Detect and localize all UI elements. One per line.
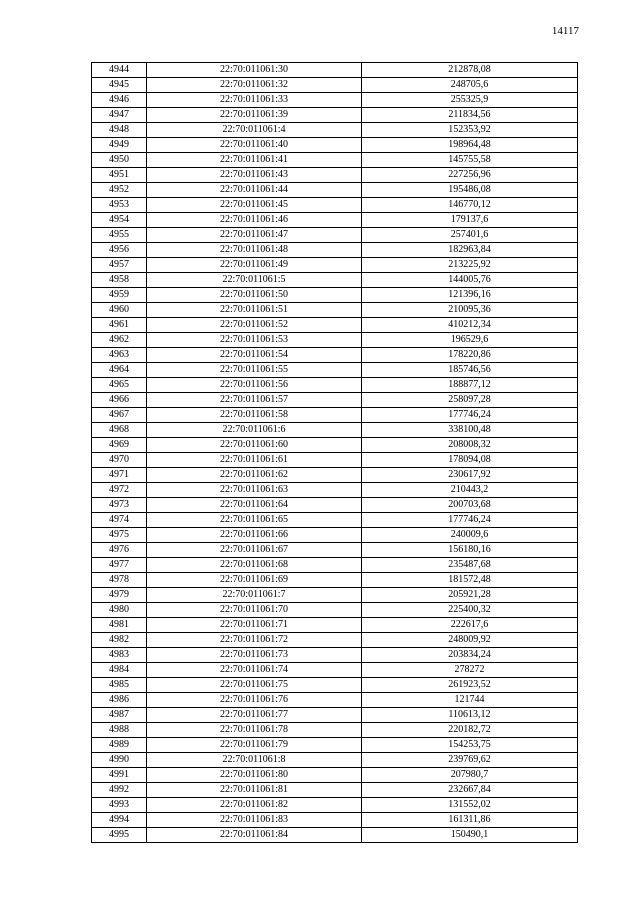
- row-number-cell: 4991: [92, 768, 147, 783]
- table-row: [92, 63, 578, 78]
- row-number-cell: 4966: [92, 393, 147, 408]
- row-number-cell: 4993: [92, 798, 147, 813]
- cadastral-value-cell: 213225,92: [362, 258, 578, 273]
- cadastral-number-cell: 22:70:011061:77: [147, 708, 362, 723]
- row-number-cell: 4955: [92, 228, 147, 243]
- row-number-cell: 4969: [92, 438, 147, 453]
- cadastral-number-cell: 22:70:011061:84: [147, 828, 362, 843]
- table-row: [92, 633, 578, 648]
- cadastral-number-cell: 22:70:011061:75: [147, 678, 362, 693]
- row-number-cell: 4967: [92, 408, 147, 423]
- cadastral-number-cell: 22:70:011061:55: [147, 363, 362, 378]
- row-number-cell: 4994: [92, 813, 147, 828]
- cadastral-value-cell: 261923,52: [362, 678, 578, 693]
- cadastral-value-cell: 196529,6: [362, 333, 578, 348]
- table-row: [92, 333, 578, 348]
- row-number-cell: 4958: [92, 273, 147, 288]
- cadastral-number-cell: 22:70:011061:64: [147, 498, 362, 513]
- cadastral-number-cell: 22:70:011061:74: [147, 663, 362, 678]
- cadastral-value-cell: 200703,68: [362, 498, 578, 513]
- table-row: [92, 168, 578, 183]
- cadastral-number-cell: 22:70:011061:30: [147, 63, 362, 78]
- cadastral-value-cell: 145755,58: [362, 153, 578, 168]
- row-number-cell: 4959: [92, 288, 147, 303]
- cadastral-number-cell: 22:70:011061:52: [147, 318, 362, 333]
- table-row: [92, 183, 578, 198]
- cadastral-number-cell: 22:70:011061:54: [147, 348, 362, 363]
- table-row: [92, 813, 578, 828]
- table-row: [92, 198, 578, 213]
- cadastral-value-cell: 185746,56: [362, 363, 578, 378]
- row-number-cell: 4945: [92, 78, 147, 93]
- cadastral-number-cell: 22:70:011061:51: [147, 303, 362, 318]
- cadastral-value-cell: 257401,6: [362, 228, 578, 243]
- cadastral-value-cell: 222617,6: [362, 618, 578, 633]
- row-number-cell: 4951: [92, 168, 147, 183]
- cadastral-value-cell: 154253,75: [362, 738, 578, 753]
- table-row: [92, 228, 578, 243]
- table-row: [92, 828, 578, 843]
- table-row: [92, 108, 578, 123]
- cadastral-value-cell: 232667,84: [362, 783, 578, 798]
- cadastral-value-cell: 207980,7: [362, 768, 578, 783]
- row-number-cell: 4976: [92, 543, 147, 558]
- cadastral-number-cell: 22:70:011061:44: [147, 183, 362, 198]
- cadastral-number-cell: 22:70:011061:33: [147, 93, 362, 108]
- table-row: [92, 438, 578, 453]
- cadastral-number-cell: 22:70:011061:8: [147, 753, 362, 768]
- cadastral-number-cell: 22:70:011061:56: [147, 378, 362, 393]
- row-number-cell: 4964: [92, 363, 147, 378]
- cadastral-number-cell: 22:70:011061:82: [147, 798, 362, 813]
- table-row: [92, 618, 578, 633]
- table-row: [92, 138, 578, 153]
- cadastral-value-cell: 278272: [362, 663, 578, 678]
- cadastral-value-cell: 225400,32: [362, 603, 578, 618]
- table-row: [92, 423, 578, 438]
- table-row: [92, 723, 578, 738]
- cadastral-number-cell: 22:70:011061:65: [147, 513, 362, 528]
- cadastral-value-cell: 156180,16: [362, 543, 578, 558]
- cadastral-number-cell: 22:70:011061:43: [147, 168, 362, 183]
- table-row: [92, 678, 578, 693]
- cadastral-number-cell: 22:70:011061:62: [147, 468, 362, 483]
- table-row: [92, 123, 578, 138]
- table-row: [92, 603, 578, 618]
- table-row: [92, 348, 578, 363]
- cadastral-value-cell: 227256,96: [362, 168, 578, 183]
- table-row: [92, 573, 578, 588]
- cadastral-value-cell: 208008,32: [362, 438, 578, 453]
- cadastral-value-cell: 178220,86: [362, 348, 578, 363]
- cadastral-number-cell: 22:70:011061:76: [147, 693, 362, 708]
- table-row: [92, 303, 578, 318]
- table-row: [92, 768, 578, 783]
- cadastral-value-cell: 205921,28: [362, 588, 578, 603]
- table-row: [92, 213, 578, 228]
- row-number-cell: 4974: [92, 513, 147, 528]
- row-number-cell: 4990: [92, 753, 147, 768]
- cadastral-value-cell: 220182,72: [362, 723, 578, 738]
- cadastral-number-cell: 22:70:011061:79: [147, 738, 362, 753]
- cadastral-value-cell: 230617,92: [362, 468, 578, 483]
- table-row: [92, 78, 578, 93]
- cadastral-value-cell: 198964,48: [362, 138, 578, 153]
- table-row: [92, 513, 578, 528]
- cadastral-value-cell: 177746,24: [362, 408, 578, 423]
- row-number-cell: 4946: [92, 93, 147, 108]
- row-number-cell: 4995: [92, 828, 147, 843]
- cadastral-number-cell: 22:70:011061:53: [147, 333, 362, 348]
- cadastral-value-cell: 177746,24: [362, 513, 578, 528]
- row-number-cell: 4972: [92, 483, 147, 498]
- table-row: [92, 243, 578, 258]
- row-number-cell: 4957: [92, 258, 147, 273]
- row-number-cell: 4988: [92, 723, 147, 738]
- cadastral-value-cell: 161311,86: [362, 813, 578, 828]
- cadastral-value-table: [91, 62, 578, 843]
- table-row: [92, 378, 578, 393]
- cadastral-value-cell: 210443,2: [362, 483, 578, 498]
- cadastral-value-cell: 179137,6: [362, 213, 578, 228]
- table-row: [92, 588, 578, 603]
- row-number-cell: 4978: [92, 573, 147, 588]
- table-row: [92, 393, 578, 408]
- cadastral-number-cell: 22:70:011061:41: [147, 153, 362, 168]
- table-row: [92, 318, 578, 333]
- cadastral-number-cell: 22:70:011061:4: [147, 123, 362, 138]
- table-row: [92, 798, 578, 813]
- cadastral-number-cell: 22:70:011061:83: [147, 813, 362, 828]
- table-body: [92, 63, 578, 843]
- row-number-cell: 4982: [92, 633, 147, 648]
- cadastral-number-cell: 22:70:011061:68: [147, 558, 362, 573]
- cadastral-value-cell: 248009,92: [362, 633, 578, 648]
- row-number-cell: 4953: [92, 198, 147, 213]
- cadastral-number-cell: 22:70:011061:58: [147, 408, 362, 423]
- row-number-cell: 4947: [92, 108, 147, 123]
- cadastral-number-cell: 22:70:011061:66: [147, 528, 362, 543]
- cadastral-number-cell: 22:70:011061:6: [147, 423, 362, 438]
- row-number-cell: 4956: [92, 243, 147, 258]
- cadastral-number-cell: 22:70:011061:63: [147, 483, 362, 498]
- cadastral-number-cell: 22:70:011061:45: [147, 198, 362, 213]
- page-number: 14117: [551, 25, 579, 37]
- row-number-cell: 4979: [92, 588, 147, 603]
- row-number-cell: 4970: [92, 453, 147, 468]
- row-number-cell: 4952: [92, 183, 147, 198]
- cadastral-value-cell: 146770,12: [362, 198, 578, 213]
- row-number-cell: 4986: [92, 693, 147, 708]
- row-number-cell: 4949: [92, 138, 147, 153]
- cadastral-value-cell: 239769,62: [362, 753, 578, 768]
- row-number-cell: 4963: [92, 348, 147, 363]
- row-number-cell: 4977: [92, 558, 147, 573]
- cadastral-number-cell: 22:70:011061:67: [147, 543, 362, 558]
- cadastral-value-cell: 144005,76: [362, 273, 578, 288]
- cadastral-value-cell: 203834,24: [362, 648, 578, 663]
- cadastral-value-cell: 188877,12: [362, 378, 578, 393]
- cadastral-value-cell: 410212,34: [362, 318, 578, 333]
- row-number-cell: 4954: [92, 213, 147, 228]
- row-number-cell: 4983: [92, 648, 147, 663]
- table-row: [92, 783, 578, 798]
- table-row: [92, 648, 578, 663]
- cadastral-number-cell: 22:70:011061:32: [147, 78, 362, 93]
- cadastral-number-cell: 22:70:011061:49: [147, 258, 362, 273]
- cadastral-value-cell: 181572,48: [362, 573, 578, 588]
- cadastral-value-cell: 121396,16: [362, 288, 578, 303]
- cadastral-value-cell: 258097,28: [362, 393, 578, 408]
- table-row: [92, 543, 578, 558]
- cadastral-number-cell: 22:70:011061:60: [147, 438, 362, 453]
- cadastral-number-cell: 22:70:011061:71: [147, 618, 362, 633]
- cadastral-value-cell: 211834,56: [362, 108, 578, 123]
- cadastral-value-cell: 178094,08: [362, 453, 578, 468]
- table-row: [92, 408, 578, 423]
- cadastral-number-cell: 22:70:011061:70: [147, 603, 362, 618]
- cadastral-number-cell: 22:70:011061:40: [147, 138, 362, 153]
- row-number-cell: 4975: [92, 528, 147, 543]
- row-number-cell: 4989: [92, 738, 147, 753]
- row-number-cell: 4987: [92, 708, 147, 723]
- cadastral-number-cell: 22:70:011061:7: [147, 588, 362, 603]
- table-row: [92, 753, 578, 768]
- cadastral-value-cell: 235487,68: [362, 558, 578, 573]
- row-number-cell: 4961: [92, 318, 147, 333]
- cadastral-number-cell: 22:70:011061:47: [147, 228, 362, 243]
- row-number-cell: 4950: [92, 153, 147, 168]
- row-number-cell: 4948: [92, 123, 147, 138]
- table-row: [92, 468, 578, 483]
- cadastral-number-cell: 22:70:011061:48: [147, 243, 362, 258]
- row-number-cell: 4992: [92, 783, 147, 798]
- cadastral-value-cell: 240009,6: [362, 528, 578, 543]
- cadastral-number-cell: 22:70:011061:80: [147, 768, 362, 783]
- row-number-cell: 4973: [92, 498, 147, 513]
- cadastral-value-cell: 248705,6: [362, 78, 578, 93]
- table-row: [92, 153, 578, 168]
- table-row: [92, 453, 578, 468]
- cadastral-number-cell: 22:70:011061:69: [147, 573, 362, 588]
- cadastral-value-cell: 338100,48: [362, 423, 578, 438]
- cadastral-value-cell: 150490,1: [362, 828, 578, 843]
- table-row: [92, 708, 578, 723]
- cadastral-number-cell: 22:70:011061:61: [147, 453, 362, 468]
- table-row: [92, 663, 578, 678]
- row-number-cell: 4984: [92, 663, 147, 678]
- cadastral-number-cell: 22:70:011061:73: [147, 648, 362, 663]
- row-number-cell: 4980: [92, 603, 147, 618]
- cadastral-number-cell: 22:70:011061:46: [147, 213, 362, 228]
- cadastral-value-cell: 110613,12: [362, 708, 578, 723]
- row-number-cell: 4985: [92, 678, 147, 693]
- row-number-cell: 4968: [92, 423, 147, 438]
- table-row: [92, 528, 578, 543]
- row-number-cell: 4981: [92, 618, 147, 633]
- cadastral-value-cell: 182963,84: [362, 243, 578, 258]
- cadastral-value-cell: 131552,02: [362, 798, 578, 813]
- cadastral-value-cell: 212878,08: [362, 63, 578, 78]
- row-number-cell: 4960: [92, 303, 147, 318]
- cadastral-number-cell: 22:70:011061:81: [147, 783, 362, 798]
- table-row: [92, 93, 578, 108]
- table-row: [92, 258, 578, 273]
- table-row: [92, 273, 578, 288]
- table-row: [92, 483, 578, 498]
- row-number-cell: 4965: [92, 378, 147, 393]
- cadastral-number-cell: 22:70:011061:57: [147, 393, 362, 408]
- cadastral-number-cell: 22:70:011061:39: [147, 108, 362, 123]
- cadastral-number-cell: 22:70:011061:78: [147, 723, 362, 738]
- row-number-cell: 4962: [92, 333, 147, 348]
- cadastral-value-cell: 255325,9: [362, 93, 578, 108]
- table-row: [92, 498, 578, 513]
- cadastral-number-cell: 22:70:011061:5: [147, 273, 362, 288]
- cadastral-value-cell: 152353,92: [362, 123, 578, 138]
- table-row: [92, 693, 578, 708]
- cadastral-number-cell: 22:70:011061:72: [147, 633, 362, 648]
- table-row: [92, 363, 578, 378]
- cadastral-value-cell: 210095,36: [362, 303, 578, 318]
- row-number-cell: 4971: [92, 468, 147, 483]
- table-row: [92, 288, 578, 303]
- cadastral-number-cell: 22:70:011061:50: [147, 288, 362, 303]
- row-number-cell: 4944: [92, 63, 147, 78]
- table-row: [92, 558, 578, 573]
- cadastral-value-cell: 195486,08: [362, 183, 578, 198]
- table-row: [92, 738, 578, 753]
- cadastral-value-cell: 121744: [362, 693, 578, 708]
